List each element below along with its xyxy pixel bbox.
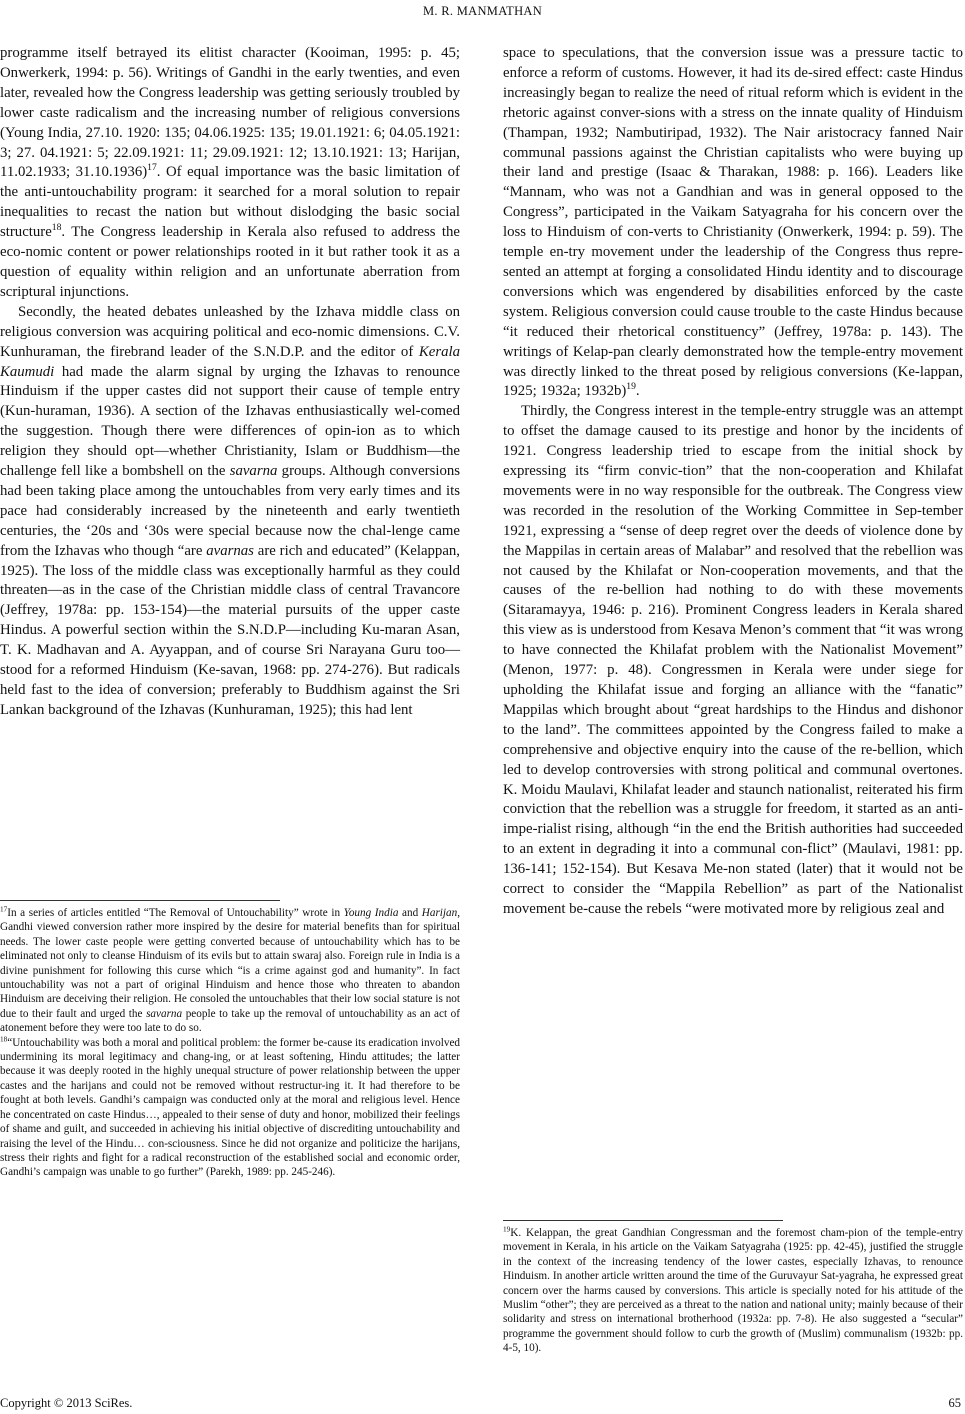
running-header: M. R. MANMATHAN — [422, 4, 543, 18]
footnote-divider — [503, 1220, 783, 1221]
footnote-18: $^{18}$“Untouchability was both a moral and political problem: the former be-cause its eradication involved undermining its moral legitimacy and chang-ing, or at least softening, Hindu attitudes; the latter because it was deeply rooted in the highly unequal structure of power relationship between the upper castes and the harijans and could not be removed without restructur-ing it. It had therefore to be fought at both levels. Gandhi’s campaign was conducted only at the moral and religious level. Hence he concentrated on caste Hindus…, appealed to their sense of duty and honor, mobilized their feelings of shame and guilt, and succeeded in achieving his initial objective of discrediting untouchability and raising the level of the Hindu… con-sciousness. Since he did not organize and politicize the harijans, stress their rights and fight for a radical reconstruction of the established social and economic order, Gandhi’s campaign was unable to go further” (Parekh, 1989: pp. 245-246). — [0, 1034, 460, 1179]
footnote-ref-18[interactable]: 18 — [51, 222, 62, 234]
footnotes-left — [0, 906, 460, 1180]
paragraph: space to speculations, that the conversion issue was a pressure tactic to enforce a reform of customs. However, it had its de-sired effect: caste Hindus increasingly began to realize the need of ritual reform which is evident in the rhetoric against conver-sions with a stress on the innate quality of Hinduism (Thampan, 1932; Nambutiripad, 1932). The Nair aristocracy fanned Nair communal passions against the Christian capitalists who were buying up their land and prestige (Isaac & Tharakan, 1988: p. 166). Leaders like “Mannam, who was not a Gandhian and was in general opposed to the Congress”, participated in the Vaikam Satyagraha for his concern over the loss to Hinduism of con-verts to Christianity (Onwerkerk, 1994: p. 59). The temple en-try movement under the leadership of the Congress thus repre-sented an attempt at forging a consolidated Hindu identity and to discourage conversions which was engendered by disabilities enforced by the caste system. Religious conversion could cause trouble to the caste Hindus because “it reduced their rhetorical constituency” (Jeffrey, 1978a: p. 143). The writings of Kelap-pan clearly demonstrated how the temple-entry movement was directly linked to the threat posed by religious conversions (Ke-lappan, 1925; 1932a; 1932b)$^{19}$. — [503, 45, 963, 400]
page-number: 65 — [948, 1396, 961, 1410]
footnote-ref-19[interactable]: 19 — [626, 381, 636, 393]
paragraph: Thirdly, the Congress interest in the temple-entry struggle was an attempt to offset the damage caused to its prestige and honor by the incidents of 1921. Congress leadership tried to escape from the initial shock by expressing its “firm convic-tion” that the non-cooperation and Khilafat movements were in no way responsible for the outbreak. The Congress view was recorded in the resolution of the Working Committee in Sep-tember 1921, expressing a “sense of deep regret over the deeds of violence done by the Mappilas in certain areas of Malabar” and resolved that the rebellion was not caused by the Khilafat or Non-cooperation movements, and that the causes of the re-bellion had nothing to do with these movements (Sitaramayya, 1946: p. 216). Prominent Congress leaders in Kerala shared this view as is understood from Kesava Menon’s comment that “it was wrong to have connected the Khilafat problem with the Nationalist Movement” (Menon, 1977: p. 48). Congressmen in Kerala were under siege for upholding the Khilafat issue and forging an alliance with the “fanatic” Mappilas which brought about “great hardships to the Hindus and dishonor to the land”. The committees appointed by the Congress failed to make a comprehensive and objective enquiry into the cause of the re-bellion, which led to develop controversies with strong political and communal overtones. K. Moidu Maulavi, Khilafat leader and staunch nationalist, reiterated his firm conviction that the rebellion was a struggle for freedom, it started as an anti-impe-rialist rising, although “in the end the British authorities had succeeded to an extent in degrading it into a communal con-flict” (Maulavi, 1981: pp. 136-141; 152-154). But Kesava Me-non stated (later) that it would not be correct to consider the “Mappila Rebellion” as part of the Nationalist movement be-cause the rebels “were motivated more by religious zeal and — [503, 403, 963, 917]
left-column — [0, 44, 460, 721]
footnotes-right — [503, 1226, 963, 1356]
right-column — [503, 44, 963, 920]
footnote-19: $^{19}$K. Kelappan, the great Gandhian Congressman and the foremost cham-pion of the temple-entry movement in Kerala, in his article on the Vaikam Satyagraha (1925: pp. 42-45), justified the struggle in the context of the increasing tendency of the lower castes, especially Izhavas, to renounce Hinduism. In another article written around the time of the Guruvayur Sat-yagraha, he expressed great concern over the harms caused by conversions. This article is specially noted for his attitude of the Muslim “other”; they are perceived as a threat to the nation and national unity; mainly because of their solidarity and stress on international brotherhood (1932a: pp. 7-8). He also suggested a “secular” programme the government should follow to curb the growth of (Muslim) communalism (1932b: pp. 4-5, 10). — [503, 1225, 963, 1355]
footnote-17: $^{17}$In a series of articles entitled “The Removal of Untouchability” wrote in Young India and Harijan, Gandhi viewed conversion rather more inspired by the desire for material benefits than for spiritual needs. The lower caste people were getting converted because of untouchability which has to be eliminated not only to cleanse Hinduism of its evils but to attain swaraj also. Foreign rule in India is a divine punishment for following this curse which “is a crime against god and humanity”. In fact untouchability was not a part of original Hinduism and hence those who threaten to abandon Hinduism are deceiving their religion. He consoled the untouchables that their low social stature is not due to their fault and urged the savarna people to take up the removal of untouchability as an act of atonement before they were too late to do so. — [0, 905, 461, 1035]
copyright-notice: Copyright © 2013 SciRes. — [0, 1396, 133, 1410]
footnote-ref-17[interactable]: 17 — [147, 162, 157, 174]
footnote-divider — [0, 900, 280, 901]
paragraph: programme itself betrayed its elitist character (Kooiman, 1995: p. 45; Onwerkerk, 1994: p. 56). Writings of Gandhi in the early twenties, and even later, revealed how the Congress leadership was getting seriously troubled by lower caste radicalism and the increasing number of religious conversions (Young India, 27.10. 1920: 135; 04.06.1925: 135; 19.01.1921: 6; 04.05.1921: 3; 27. 04.1921: 5; 22.09.1921: 11; 29.09.1921: 12; 13.10.1921: 13; Harijan, 11.02.1933; 31.10.1936)$^{17}$. Of equal importance was the basic limitation of the anti-untouchability program: it searched for a moral solution to repair inequalities to recast the nation but without dislodging the basic social structure$^{18}$. The Congress leadership in Kerala also refused to address the eco-nomic content or power relationships rooted in it but rather took it as a question of equality within religion and an unfortunate aberration from scriptural injunctions. — [0, 45, 460, 300]
paragraph: Secondly, the heated debates unleashed by the Izhava middle class on religious conversion was acquiring political and eco-nomic dimensions. C.V. Kunhuraman, the firebrand leader of the S.N.D.P. and the editor of Kerala Kaumudi had made the alarm signal by urging the Izhavas to renounce Hinduism if the upper castes did not support their cause of temple entry (Kun-huraman, 1936). A section of the Izhavas enthusiastically wel-comed the suggestion. Though there were differences of opin-ion as to which religion they should opt—whether Christianity, Islam or Buddhism—the challenge fell like a bombshell on the savarna groups. Although conversions had been taking place among the untouchables from very early times and its pace had considerably increased by the nineteenth and early twentieth centuries, the ‘20s and ‘30s were special because now the chal-lenge came from the Izhavas who though “are avarnas are rich and educated” (Kelappan, 1925). The loss of the middle class was exceptionally harmful as they could threaten—as in the case of the Christian middle class of central Travancore (Jeffrey, 1978a: pp. 153-154)—the material pursuits of the upper caste Hindus. A powerful section within the S.N.D.P—including Ku-maran Asan, T. K. Madhavan and A. Ayyappan, and of course Sri Narayana Guru too—stood for a reformed Hinduism (Ke-savan, 1968: pp. 274-276). But radicals held fast to the idea of conversion; preferably to Buddhism against the Sri Lankan background of the Izhavas (Kunhuraman, 1925); this had lent — [0, 303, 460, 718]
